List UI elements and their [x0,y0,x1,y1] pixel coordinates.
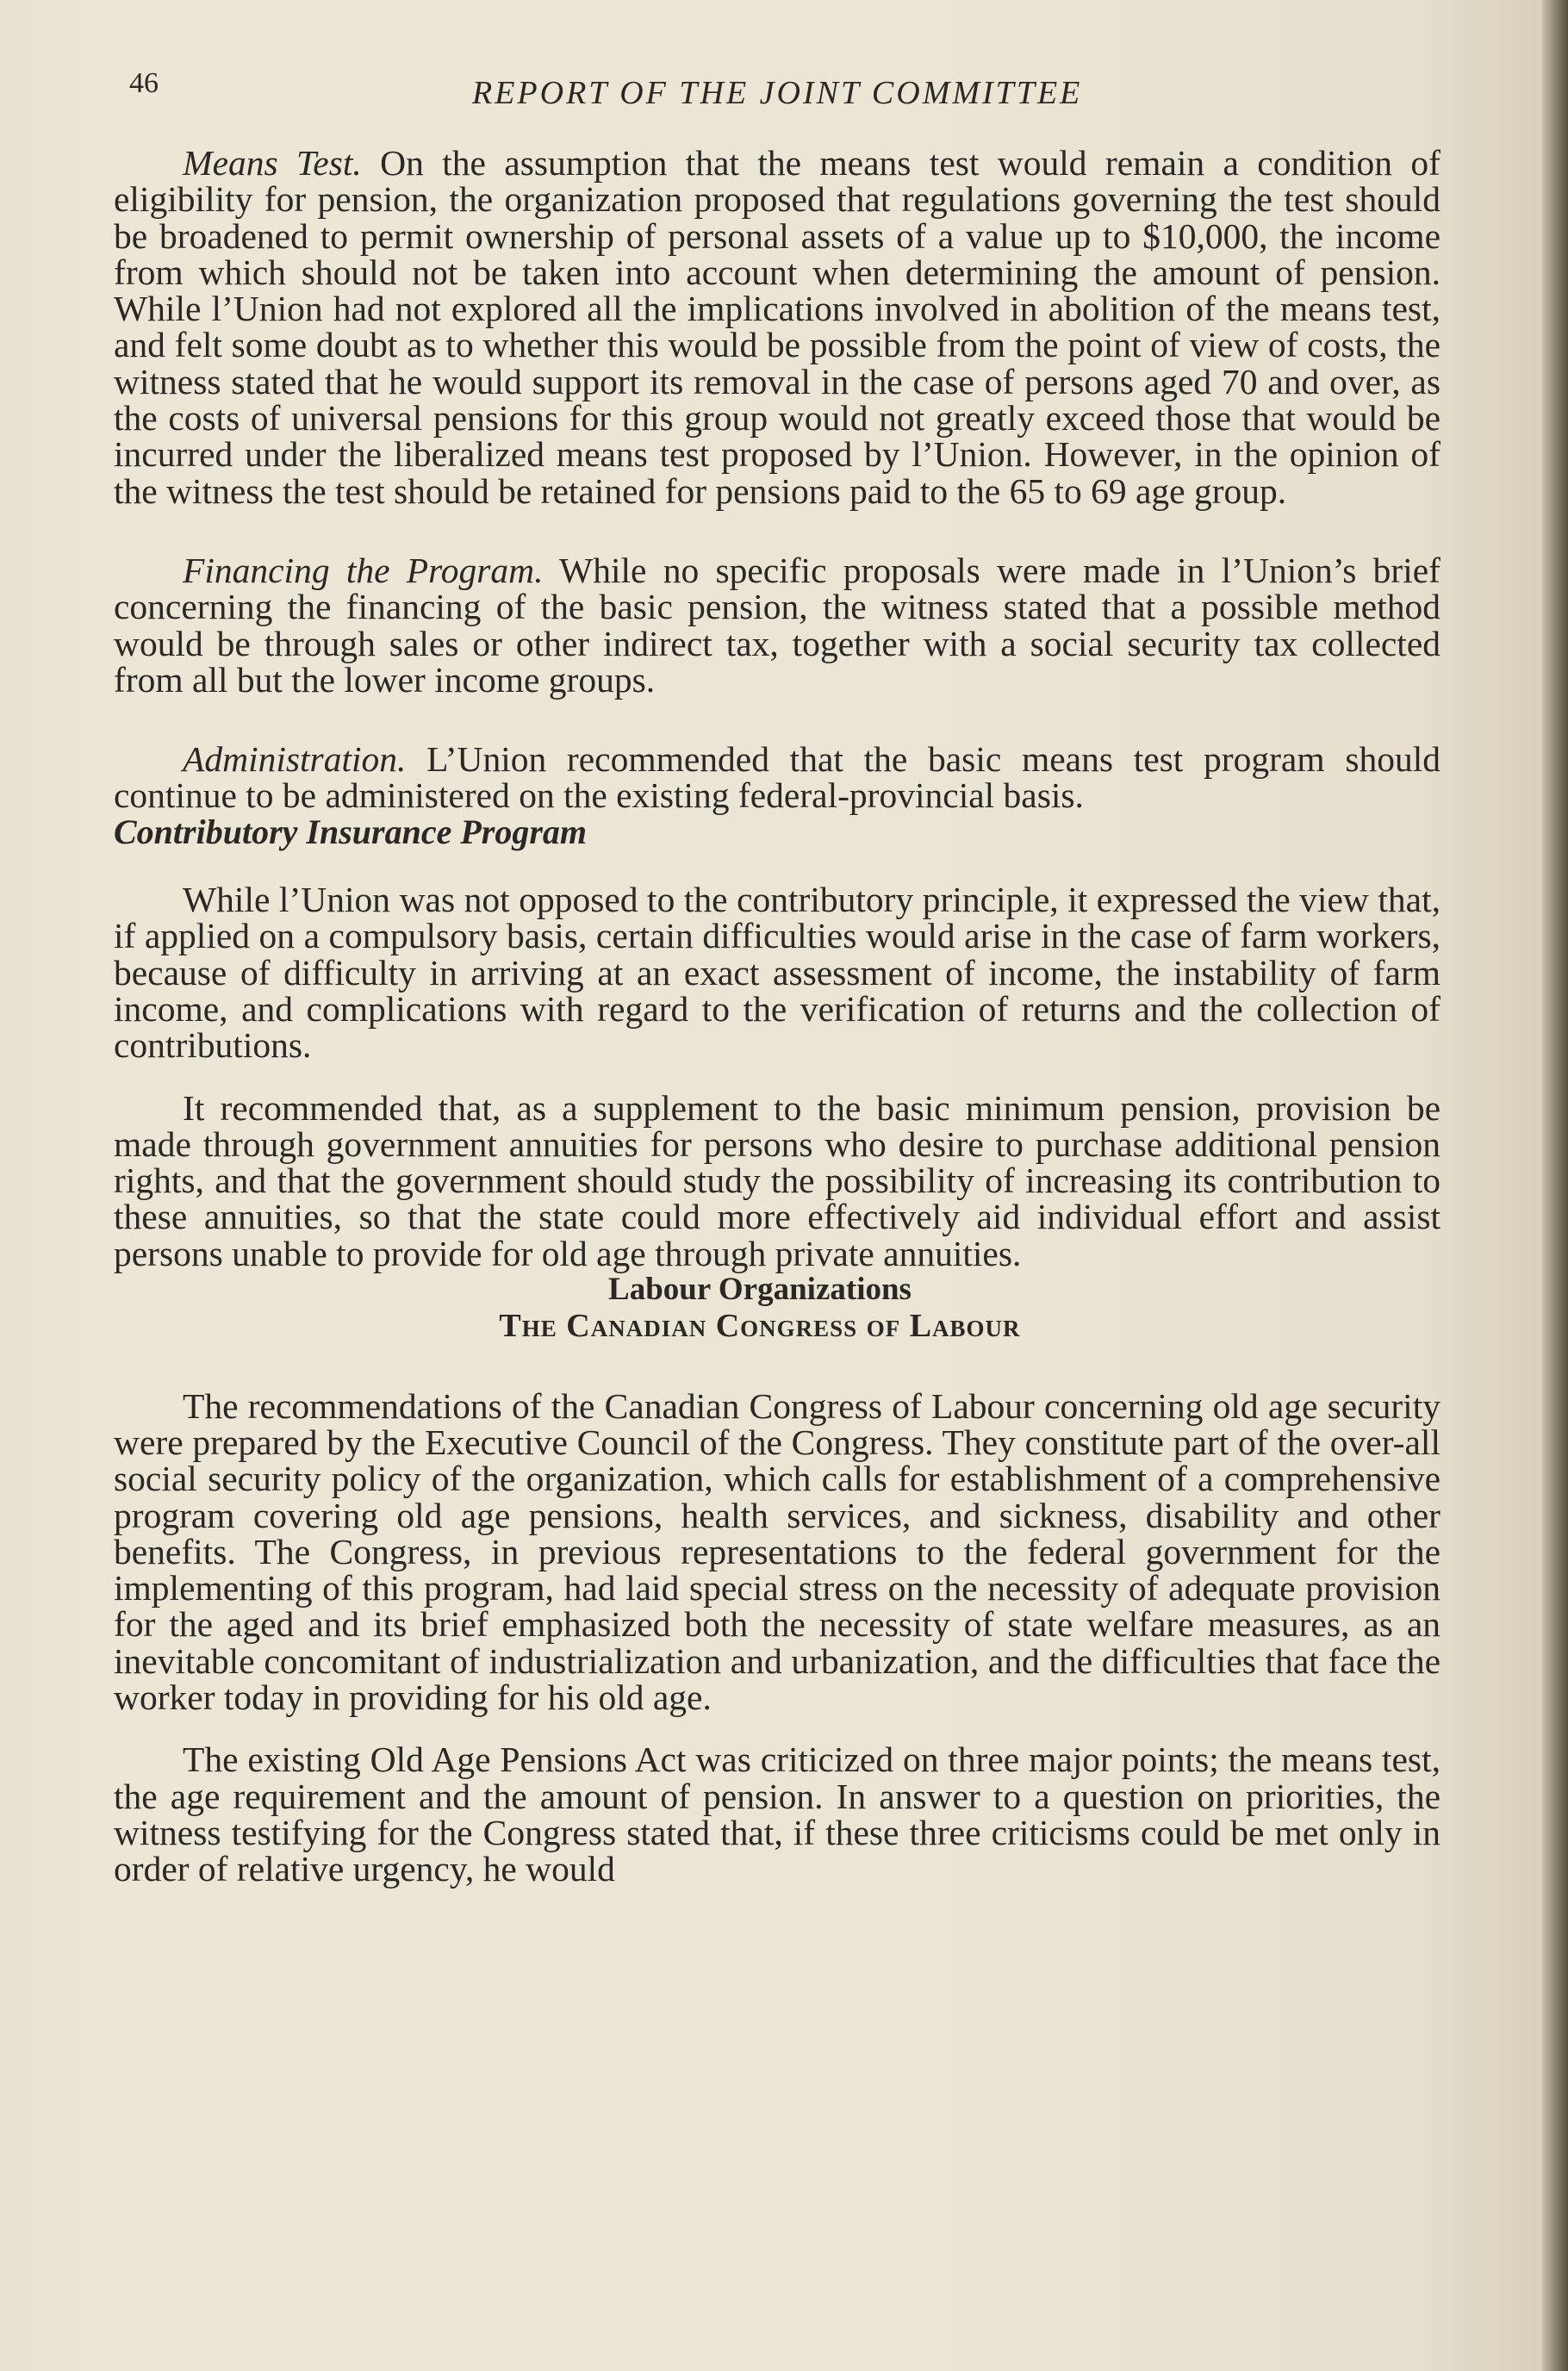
body-text [114,145,1440,1887]
paragraph-contributory-1: While l’Union was not opposed to the contributory principle, it expressed the view that, if applied on a compulsory basis, certain difficulties would arise in the case of farm workers, because of difficulty in arriving at an exact assessment of income, the instability of farm income, and complications with regard to the verification of returns and the collection of contributions. [114,880,1440,1066]
run-in-heading-means-test: Means Test. [183,143,362,183]
page-number: 46 [129,67,159,99]
paragraph-labour-1: The recommendations of the Canadian Congress of Labour concerning old age security were prepared by the Executive Council of the Congress. They constitute part of the over-all social security policy of the organization, which calls for establishment of a comprehensive program covering old age pensions, health services, and sickness, disability and other benefits. The Congress, in previous representations to the federal government for the implementing of this program, had laid special stress on the necessity of adequate provision for the aged and its brief emphasized both the necessity of state welfare measures, as an inevitable concomitant of industrialization and urbanization, and the difficulties that face the worker today in providing for his old age. [114,1385,1440,1717]
running-head: REPORT OF THE JOINT COMMITTEE [472,75,1083,111]
paragraph-financing [114,552,1440,698]
paragraph-text: L’Union recommended that the basic means test program should continue to be administered on the existing federal-provincial basis. [114,739,1440,816]
subtitle-canadian-congress-of-labour: The Canadian Congress of Labour [499,1308,1021,1345]
paragraph-contributory-2: It recommended that, as a supplement to the basic minimum pension, provision be made through government annuities for persons who desire to purchase additional pension rights, and that the government should study the possibility of increasing its contribution to these annuities, so that the state could more effectively aid individual effort and assist persons unable to provide for old age through private annuities. [114,1087,1440,1273]
paragraph-text: On the assumption that the means test would remain a condition of eligibility for pension, the organization proposed that regulations governing the test should be broadened to permit ownership of personal assets of a value up to $10,000, the income from which should not be taken into account when determining the amount of pension. While l’Union had not explored all the implications involved in abolition of the means test, and felt some doubt as to whether this would be possible from the point of view of costs, the witness stated that he would support its removal in the case of persons aged 70 and over, as the costs of universal pensions for this group would not greatly exceed those that would be incurred under the liberalized means test proposed by l’Union. However, in the opinion of the witness the test should be retained for pensions paid to the 65 to 69 age group. [114,143,1441,511]
page-header [119,67,1446,119]
book-spine-shadow [1542,0,1568,2371]
run-in-heading-financing: Financing the Program. [183,550,544,590]
run-in-heading-administration: Administration. [183,739,407,780]
section-title-labour-organizations: Labour Organizations [608,1272,912,1308]
paragraph-administration [114,741,1440,814]
paragraph-text: While no specific proposals were made in l’Union’s brief concerning the financing of the basic pension, the witness stated that a possible method would be through sales or other indirect tax, together with a social security tax collected from all but the lower income groups. [114,550,1441,700]
subheading-contributory-insurance: Contributory Insurance Program [114,812,588,851]
paragraph-means-test [114,145,1440,509]
paragraph-labour-2: The existing Old Age Pensions Act was criticized on three major points; the means test, the age requirement and the amount of pension. In answer to a question on priorities, the witness testifying for the Congress stated that, if these three criticisms could be met only in order of relative urgency, he would [114,1739,1440,1889]
